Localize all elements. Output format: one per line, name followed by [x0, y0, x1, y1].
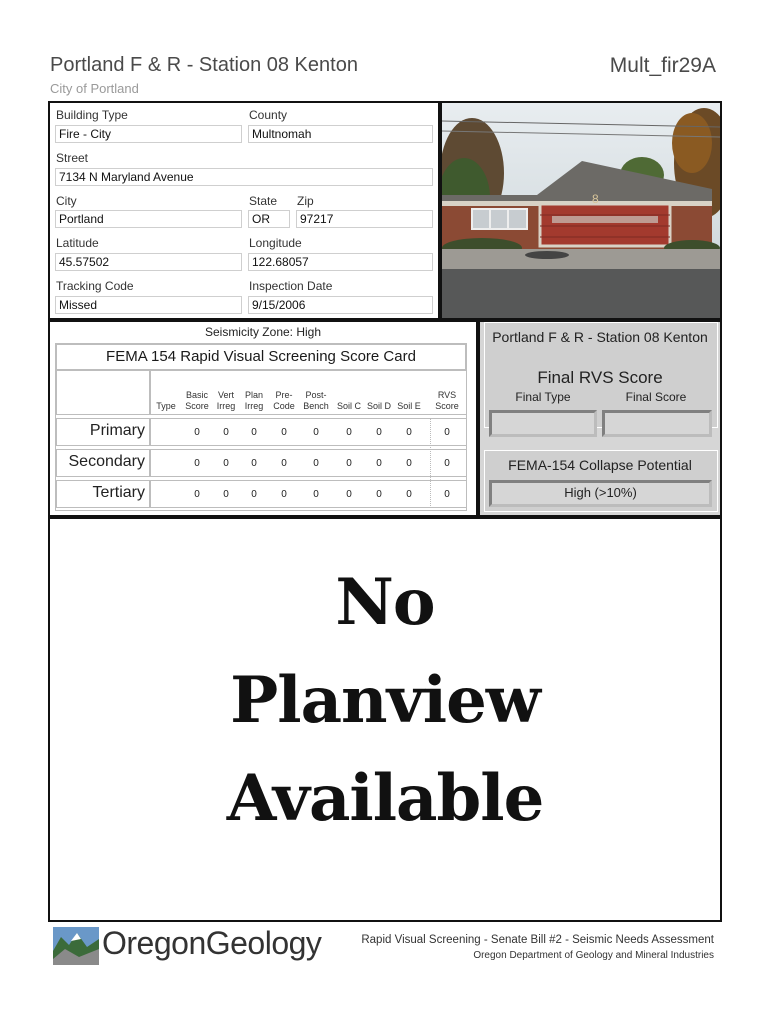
column-header-line2: Irreg [216, 401, 236, 411]
column-header-line2: Score [185, 401, 209, 411]
score-cell: 0 [223, 489, 229, 500]
column-header-line2: Type [156, 401, 176, 411]
zip-label: Zip [297, 194, 314, 208]
row-label: Primary [89, 422, 145, 439]
score-cell: 0 [346, 489, 352, 500]
score-cell: 0 [281, 489, 287, 500]
county-label: County [249, 108, 288, 122]
score-cell: 0 [194, 489, 200, 500]
table-corner-cell [56, 370, 150, 415]
footer-line-2: Oregon Department of Geology and Mineral Industries [473, 950, 714, 961]
score-cell: 0 [346, 427, 352, 438]
street-label: Street [56, 151, 89, 165]
column-header-line2: Score [435, 401, 459, 411]
score-cell: 0 [313, 489, 319, 500]
score-cell: 0 [313, 458, 319, 469]
state-field: OR [248, 210, 290, 228]
score-cell: 0 [251, 489, 257, 500]
tracking-code-field: Missed [55, 296, 242, 314]
footer-brand: OregonGeology [102, 925, 322, 961]
score-cell: 0 [444, 427, 450, 438]
score-cell: 0 [281, 427, 287, 438]
score-cell: 0 [194, 458, 200, 469]
street-field: 7134 N Maryland Avenue [55, 168, 433, 186]
row-label: Secondary [68, 453, 145, 470]
city-field: Portland [55, 210, 242, 228]
seismicity-zone: Seismicity Zone: High [204, 325, 322, 339]
building-type-field: Fire - City [55, 125, 242, 143]
column-header-line1: Pre- [275, 390, 293, 400]
county-field: Multnomah [248, 125, 433, 143]
column-header-line2: Code [273, 401, 295, 411]
final-rvs-title: Final RVS Score [537, 368, 663, 387]
building-type-label: Building Type [56, 108, 128, 122]
longitude-field: 122.68057 [248, 253, 433, 271]
page-subtitle: City of Portland [50, 81, 139, 96]
column-header-line1: Post- [305, 390, 327, 400]
latitude-field: 45.57502 [55, 253, 242, 271]
planview-line-3: Available [226, 761, 544, 836]
station-number: 8 [592, 192, 599, 206]
score-cell: 0 [313, 427, 319, 438]
planview-line-2: Planview [230, 663, 540, 738]
fire-station-photo-illustration [442, 103, 720, 318]
column-header-line1: Basic [185, 390, 208, 400]
column-header-line2: Soil C [336, 401, 361, 411]
zip-field: 97217 [296, 210, 433, 228]
score-card-title: FEMA 154 Rapid Visual Screening Score Card [56, 344, 466, 370]
longitude-label: Longitude [249, 236, 302, 250]
inspection-date-field: 9/15/2006 [248, 296, 433, 314]
column-header-line1: RVS [437, 390, 457, 400]
score-cell: 0 [444, 458, 450, 469]
row-label: Tertiary [92, 484, 145, 501]
column-header-line1: Plan [244, 390, 263, 400]
score-cell: 0 [223, 458, 229, 469]
column-header-line2: Irreg [244, 401, 264, 411]
column-header-9 [427, 390, 467, 412]
tracking-code-label: Tracking Code [56, 279, 134, 293]
city-label: City [56, 194, 77, 208]
score-cell: 0 [223, 427, 229, 438]
final-score-label: Final Score [625, 390, 687, 404]
score-cell: 0 [406, 427, 412, 438]
column-header-line1: Vert [217, 390, 234, 400]
building-photo [440, 101, 722, 320]
final-type-field [489, 410, 597, 437]
footer-line-1: Rapid Visual Screening - Senate Bill #2 - Seismic Needs Assessment [361, 934, 714, 946]
final-type-label: Final Type [515, 390, 571, 404]
facility-code: Mult_fir29A [609, 54, 716, 77]
column-header-8 [389, 401, 429, 412]
page-title: Portland F & R - Station 08 Kenton [50, 54, 358, 76]
state-label: State [249, 194, 278, 208]
score-cell: 0 [406, 489, 412, 500]
score-cell: 0 [376, 427, 382, 438]
latitude-label: Latitude [56, 236, 99, 250]
collapse-value: High (>10%) [489, 480, 712, 507]
score-cell: 0 [406, 458, 412, 469]
score-cell: 0 [346, 458, 352, 469]
score-cell: 0 [251, 458, 257, 469]
score-cell: 0 [281, 458, 287, 469]
oregon-geology-logo-icon [53, 927, 99, 965]
score-cell: 0 [444, 489, 450, 500]
column-header-line2: Bench [303, 401, 329, 411]
planview-line-1: No [335, 565, 435, 640]
collapse-title: FEMA-154 Collapse Potential [508, 457, 692, 473]
rvs-divider [430, 418, 431, 508]
station-name: Portland F & R - Station 08 Kenton [492, 329, 708, 345]
score-cell: 0 [376, 458, 382, 469]
final-score-field [602, 410, 712, 437]
column-header-line2: Soil E [397, 401, 421, 411]
inspection-date-label: Inspection Date [249, 279, 333, 293]
score-cell: 0 [376, 489, 382, 500]
column-header-line2: Soil D [366, 401, 391, 411]
score-cell: 0 [251, 427, 257, 438]
score-cell: 0 [194, 427, 200, 438]
